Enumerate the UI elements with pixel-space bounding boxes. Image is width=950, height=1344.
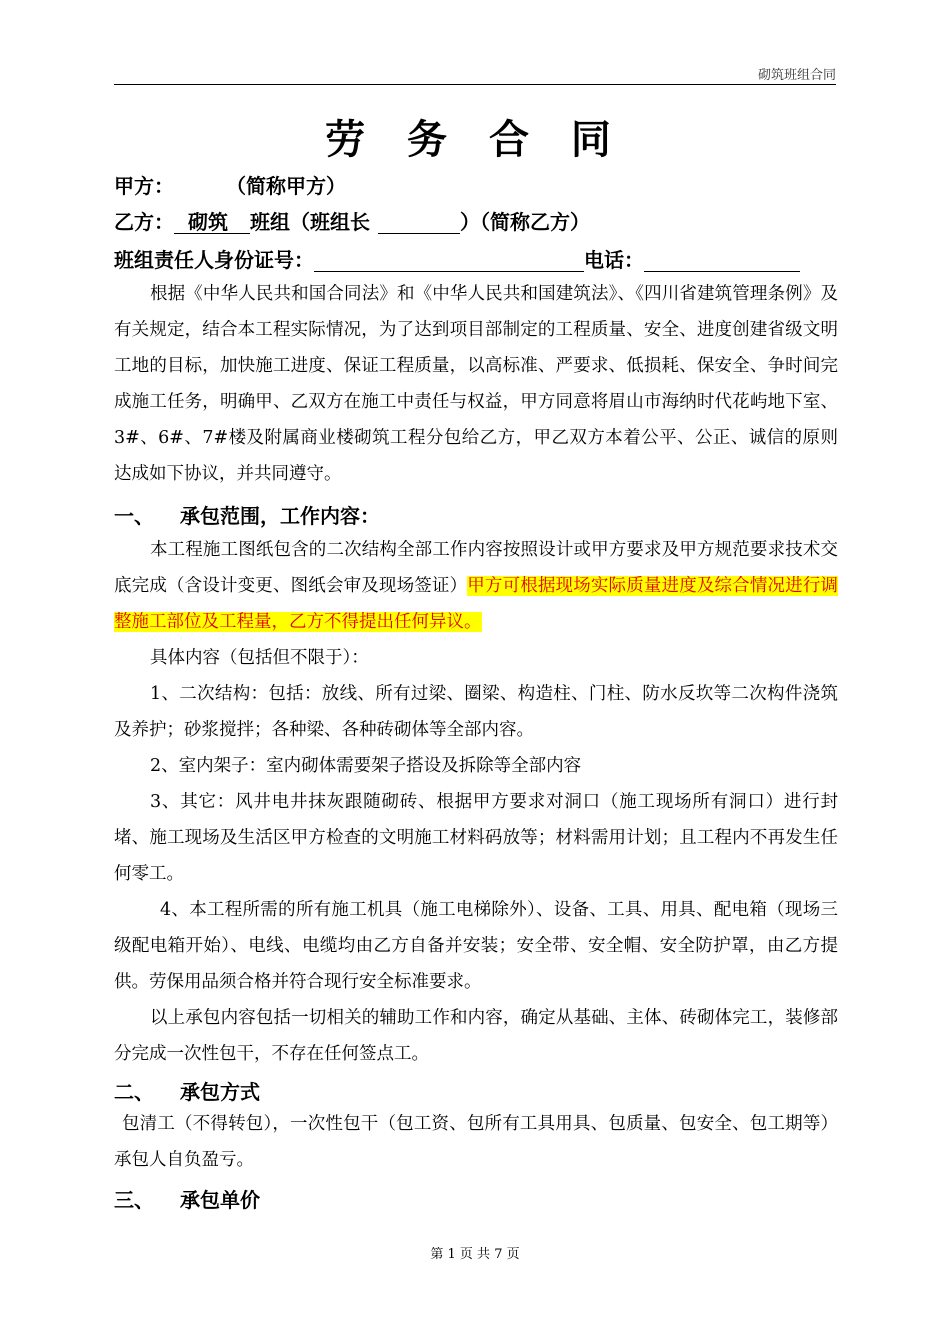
section-3-title: 承包单价 xyxy=(180,1188,260,1212)
item-3: 3、其它：风井电井抹灰跟随砌砖、根据甲方要求对洞口（施工现场所有洞口）进行封堵、施工现场及生活区甲方检查的文明施工材料码放等；材料需用计划；且工程内不再发生任何零工。 xyxy=(114,792,838,884)
party-b-end: ）（简称乙方） xyxy=(460,210,590,234)
party-b-suffix: 班组（班组长 xyxy=(250,210,370,234)
party-b-line xyxy=(114,206,590,235)
running-header: 砌筑班组合同 xyxy=(757,68,836,83)
contract-method-text: 包清工（不得转包），一次性包干（包工资、包所有工具用具、包质量、包安全、包工期等）承包人自负盈亏。 xyxy=(114,1114,838,1170)
header-divider xyxy=(114,84,836,85)
section-3-number: 三、 xyxy=(114,1188,154,1212)
item-4: 4、本工程所需的所有施工机具（施工电梯除外）、设备、工具、用具、配电箱（现场三级配电箱开始）、电线、电缆均由乙方自备并安装；安全带、安全帽、安全防护罩，由乙方提供。劳保用品须合格并符合现行安全标准要求。 xyxy=(114,900,838,992)
section-1-heading xyxy=(114,500,380,529)
party-a-note: （简称甲方） xyxy=(226,174,346,198)
scope-text: 本工程施工图纸包含的二次结构全部工作内容按照设计或甲方要求及甲方规范要求技术交底完成（含设计变更、图纸会审及现场签证） xyxy=(114,540,838,596)
section-2-number: 二、 xyxy=(114,1080,154,1104)
id-label: 班组责任人身份证号： xyxy=(114,248,314,272)
team-leader-blank xyxy=(378,212,460,234)
section-2-body xyxy=(114,1106,838,1178)
section-2-title: 承包方式 xyxy=(180,1080,260,1104)
intro-block xyxy=(114,276,838,492)
intro-paragraph: 根据《中华人民共和国合同法》和《中华人民共和国建筑法》、《四川省建筑管理条例》及有关规定，结合本工程实际情况，为了达到项目部制定的工程质量、安全、进度创建省级文明工地的目标，加快施工进度、保证工程质量，以高标准、严要求、低损耗、保安全、争时间完成施工任务，明确甲、乙双方在施工中责任与权益，甲方同意将眉山市海纳时代花屿地下室、3#、6#、7#楼及附属商业楼砌筑工程分包给乙方，甲乙双方本着公平、公正、诚信的原则达成如下协议，并共同遵守。 xyxy=(114,284,838,484)
section-1-body xyxy=(114,532,838,1072)
section-1-number: 一、 xyxy=(114,504,154,528)
section-2-heading xyxy=(114,1076,260,1105)
party-a-label: 甲方： xyxy=(114,174,174,198)
content-intro: 具体内容（包括但不限于）： xyxy=(150,648,369,668)
item-2: 2、室内架子：室内砌体需要架子搭设及拆除等全部内容 xyxy=(150,756,582,776)
party-b-prefix: 乙方： xyxy=(114,210,174,234)
scope-paragraph xyxy=(114,532,838,640)
id-line xyxy=(114,244,800,273)
page-footer: 第 1 页 共 7 页 xyxy=(430,1247,520,1262)
section-3-heading xyxy=(114,1184,260,1213)
scope-summary: 以上承包内容包括一切相关的辅助工作和内容，确定从基础、主体、砖砌体完工，装修部分完成一次性包干，不存在任何签点工。 xyxy=(114,1008,838,1064)
scope-highlight: 甲方可根据现场实际质量进度及综合情况进行调整施工部位及工程量，乙方不得提出任何异议。 xyxy=(114,576,838,632)
item-1: 1、二次结构：包括：放线、所有过梁、圈梁、构造柱、门柱、防水反坎等二次构件浇筑及养护；砂浆搅拌；各种梁、各种砖砌体等全部内容。 xyxy=(114,684,838,740)
phone-label: 电话： xyxy=(584,248,644,272)
section-1-title: 承包范围，工作内容： xyxy=(180,504,380,528)
phone-blank xyxy=(644,250,800,272)
party-b-team: 砌筑 xyxy=(174,212,250,234)
id-number-blank xyxy=(314,250,584,272)
document-title: 劳 务 合 同 xyxy=(325,116,625,163)
party-a-line xyxy=(114,170,346,199)
